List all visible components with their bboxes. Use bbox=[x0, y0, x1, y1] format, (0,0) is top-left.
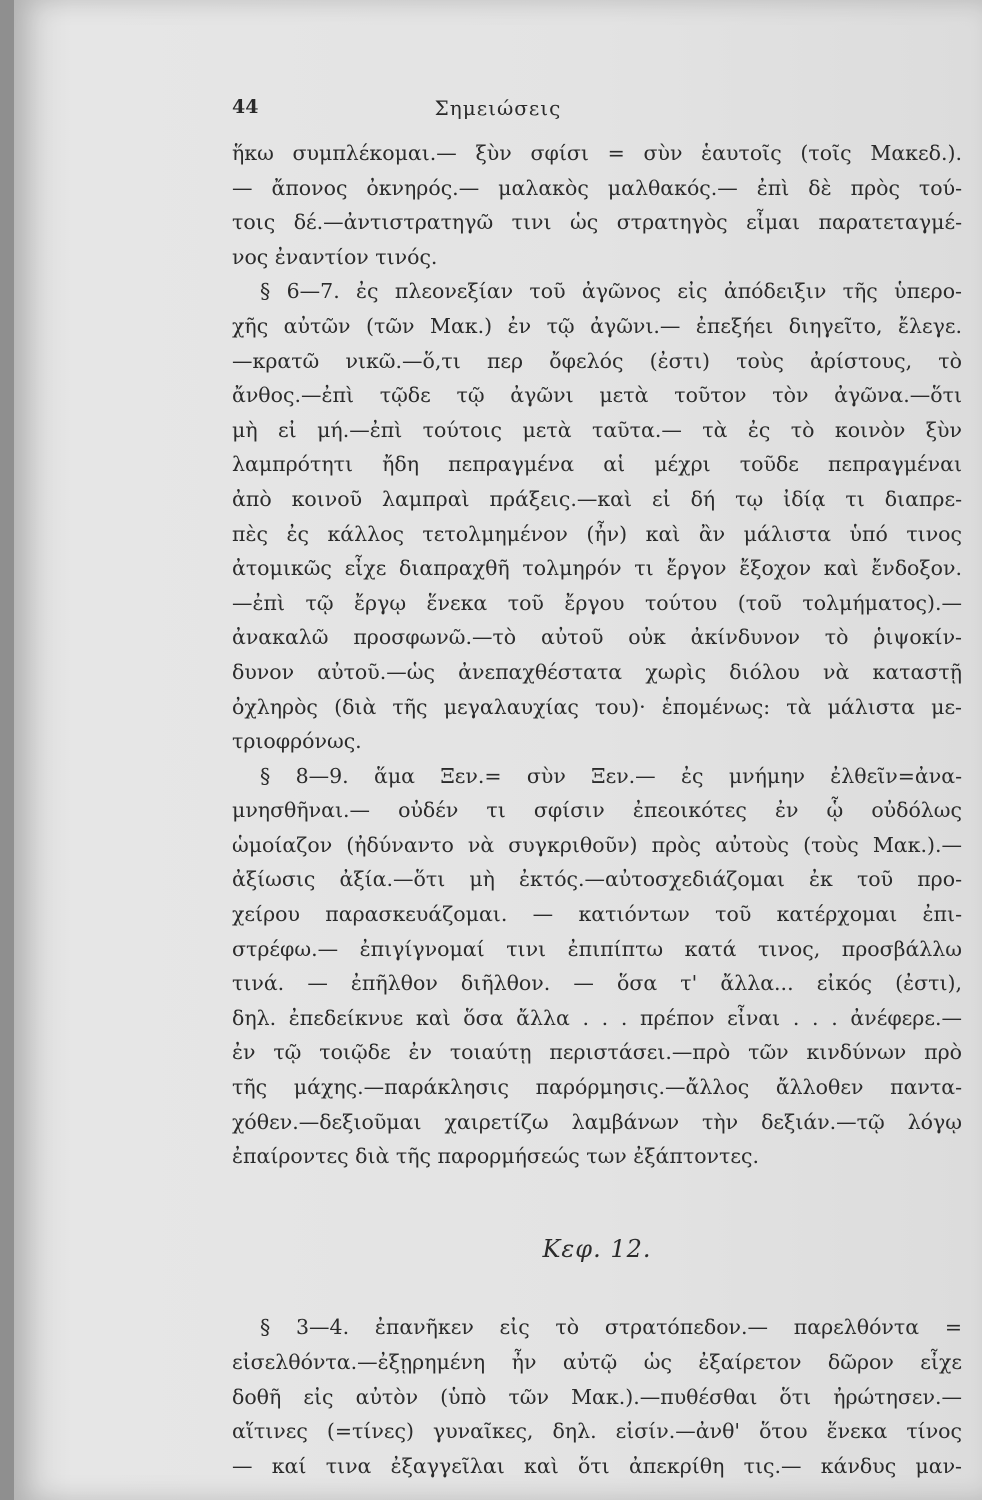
book-page bbox=[14, 0, 982, 1500]
text-line: ἀνακαλῶ προσφωνῶ.—τὸ αὐτοῦ οὐκ ἀκίνδυνον τὸ ῥιψοκίν- bbox=[232, 625, 962, 650]
text-line: —κρατῶ νικῶ.—ὅ,τι περ ὄφελός (ἐστι) τοὺς ἀρίστους, τὸ bbox=[232, 348, 962, 373]
body-text bbox=[232, 136, 962, 1483]
text-line: δοθῆ εἰς αὐτὸν (ὑπὸ τῶν Μακ.).—πυθέσθαι ὅτι ἠρώτησεν.— bbox=[232, 1384, 962, 1409]
text-line: τῆς μάχης.—παράκλησις παρόρμησις.—ἄλλος ἄλλοθεν παντα- bbox=[232, 1075, 962, 1100]
text-line: χείρου παρασκευάζομαι. — κατιόντων τοῦ κατέρχομαι ἐπι- bbox=[232, 902, 962, 927]
text-line: δυνον αὐτοῦ.—ὡς ἀνεπαχθέστατα χωρὶς διόλου νὰ καταστῇ bbox=[232, 659, 962, 684]
text-line: στρέφω.— ἐπιγίγνομαί τινι ἐπιπίπτω κατά τινος, προσβάλλω bbox=[232, 936, 962, 961]
text-line: ἀξίωσις ἀξία.—ὅτι μὴ ἐκτός.—αὐτοσχεδιάζομαι ἐκ τοῦ προ- bbox=[232, 867, 962, 892]
text-line: εἰσελθόντα.—ἐξῃρημένη ἦν αὐτῷ ὡς ἐξαίρετον δῶρον εἶχε bbox=[232, 1350, 962, 1374]
text-line: ὡμοίαζον (ἠδύναντο νὰ συγκριθοῦν) πρὸς αὐτοὺς (τοὺς Μακ.).— bbox=[232, 832, 962, 857]
text-line: ἀτομικῶς εἶχε διαπραχθῆ τολμηρόν τι ἔργον ἔξοχον καὶ ἔνδοξον. bbox=[232, 556, 962, 581]
section-line: § 3—4. ἐπανῆκεν εἰς τὸ στρατόπεδον.— παρελθόντα = bbox=[260, 1315, 962, 1340]
text-line: πὲς ἐς κάλλος τετολμημένον (ἦν) καὶ ἂν μάλιστα ὑπό τινος bbox=[232, 521, 962, 546]
text-line: μνησθῆναι.— οὐδέν τι σφίσιν ἐπεοικότες ἐν ᾧ οὐδόλως bbox=[232, 798, 962, 823]
text-line: χόθεν.—δεξιοῦμαι χαιρετίζω λαμβάνων τὴν δεξιάν.—τῷ λόγῳ bbox=[232, 1109, 962, 1134]
running-title: Σημειώσεις bbox=[434, 96, 562, 120]
text-line: τριοφρόνως. bbox=[232, 729, 362, 754]
text-line: τοις δέ.—ἀντιστρατηγῶ τινι ὡς στρατηγὸς εἶμαι παρατεταγμέ- bbox=[232, 210, 962, 235]
text-line: λαμπρότητι ἤδη πεπραγμένα αἱ μέχρι τοῦδε πεπραγμέναι bbox=[232, 452, 962, 477]
text-line: μὴ εἰ μή.—ἐπὶ τούτοις μετὰ ταῦτα.— τὰ ἐς τὸ κοινὸν ξὺν bbox=[232, 417, 962, 442]
text-line: — καί τινα ἐξαγγεῖλαι καὶ ὅτι ἀπεκρίθη τις.— κάνδυς μαν- bbox=[232, 1453, 962, 1478]
text-line: ἄνθος.—ἐπὶ τῷδε τῷ ἀγῶνι μετὰ τοῦτον τὸν ἀγῶνα.—ὅτι bbox=[232, 383, 962, 408]
text-line: ὀχληρὸς (διὰ τῆς μεγαλαυχίας του)· ἑπομένως: τὰ μάλιστα με- bbox=[232, 694, 962, 719]
text-line: ἥκω συμπλέκομαι.— ξὺν σφίσι = σὺν ἑαυτοῖς (τοῖς Μακεδ.). bbox=[232, 141, 962, 165]
text-line: ἐν τῷ τοιῷδε ἐν τοιαύτῃ περιστάσει.—πρὸ τῶν κινδύνων πρὸ bbox=[232, 1040, 962, 1065]
text-line: ἐπαίροντες διὰ τῆς παρορμήσεώς των ἐξάπτοντες. bbox=[232, 1144, 759, 1169]
section-line: § 8—9. ἅμα Ξεν.= σὺν Ξεν.— ἐς μνήμην ἐλθεῖν=ἀνα- bbox=[260, 763, 962, 788]
text-line: ἀπὸ κοινοῦ λαμπραὶ πράξεις.—καὶ εἰ δή τῳ ἰδίᾳ τι διαπρε- bbox=[232, 486, 962, 511]
text-line: τινά. — ἐπῆλθον διῆλθον. — ὅσα τ' ἄλλα... εἰκός (ἐστι), bbox=[232, 971, 962, 996]
text-line: νος ἐναντίον τινός. bbox=[232, 244, 438, 269]
text-line: δηλ. ἐπεδείκνυε καὶ ὅσα ἄλλα . . . πρέπον εἶναι . . . ἀνέφερε.— bbox=[232, 1005, 962, 1030]
text-line: — ἄπονος ὀκνηρός.— μαλακὸς μαλθακός.— ἐπὶ δὲ πρὸς τού- bbox=[232, 175, 962, 200]
text-line: —ἐπὶ τῷ ἔργῳ ἕνεκα τοῦ ἔργου τούτου (τοῦ τολμήματος).— bbox=[232, 590, 962, 615]
section-line: § 6—7. ἐς πλεονεξίαν τοῦ ἀγῶνος εἰς ἀπόδειξιν τῆς ὑπερο- bbox=[260, 279, 962, 304]
text-line: χῆς αὐτῶν (τῶν Μακ.) ἐν τῷ ἀγῶνι.— ἐπεξήει διηγεῖτο, ἔλεγε. bbox=[232, 313, 962, 338]
chapter-heading: Κεφ. 12. bbox=[542, 1234, 652, 1263]
page-number: 44 bbox=[232, 96, 259, 118]
text-line: αἵτινες (=τίνες) γυναῖκες, δηλ. εἰσίν.—ἀνθ' ὅτου ἕνεκα τίνος bbox=[232, 1419, 962, 1444]
